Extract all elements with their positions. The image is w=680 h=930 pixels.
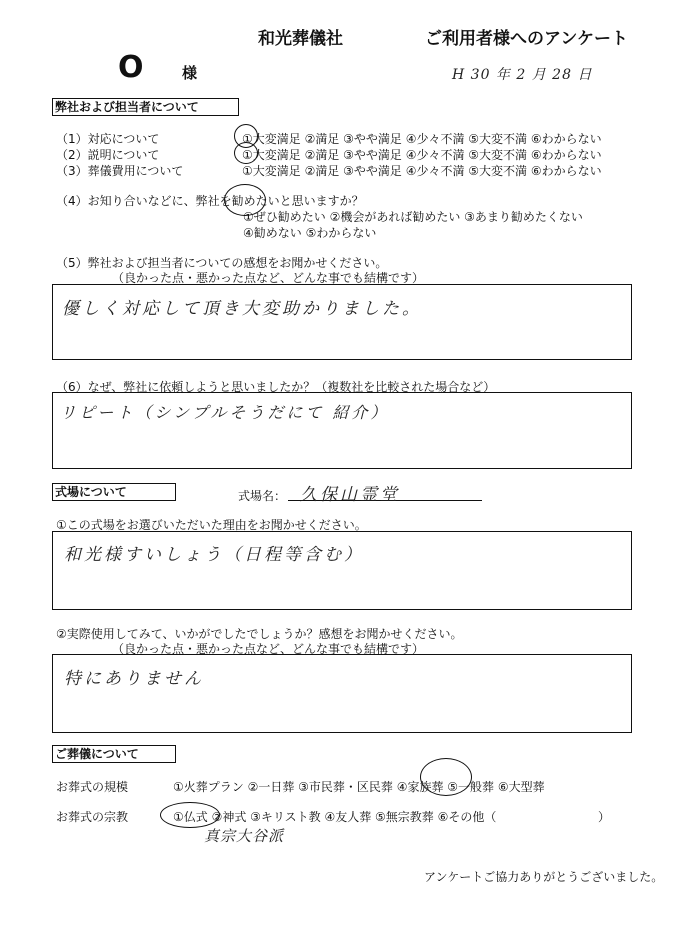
q2-options: ①大変満足 ②満足 ③やや満足 ④少々不満 ⑤大変不満 ⑥わからない — [242, 148, 602, 162]
q4-options-line2: ④勧めない ⑤わからない — [243, 226, 377, 240]
scale-choice-circle — [420, 758, 472, 796]
q5-label: （5）弊社および担当者についての感想をお聞かせください。 — [56, 256, 388, 270]
q3-options: ①大変満足 ②満足 ③やや満足 ④少々不満 ⑤大変不満 ⑥わからない — [242, 164, 602, 178]
thanks-message: アンケートご協力ありがとうございました。 — [424, 870, 664, 884]
religion-note: 真宗大谷派 — [204, 827, 285, 845]
section-heading-venue: 式場について — [52, 483, 176, 501]
survey-title: ご利用者様へのアンケート — [425, 29, 628, 49]
venue-label: 式場名： — [238, 489, 287, 503]
q5-note: （良かった点・悪かった点など、どんな事でも結構です） — [112, 271, 425, 285]
q1-options: ①大変満足 ②満足 ③やや満足 ④少々不満 ⑤大変不満 ⑥わからない — [242, 132, 602, 146]
venue-q2-note: （良かった点・悪かった点など、どんな事でも結構です） — [112, 642, 425, 656]
q6-label: （6）なぜ、弊社に依頼しようと思いましたか？（複数社を比較された場合など） — [56, 380, 496, 394]
venue-q1-answer: 和光様すいしょう（日程等含む） — [64, 545, 364, 565]
q6-answer: リピート（シンプルそうだにて 紹介） — [60, 403, 390, 422]
customer-name: O — [118, 50, 144, 85]
company-name: 和光葬儀社 — [258, 29, 343, 49]
q2-label: （2）説明について — [56, 148, 160, 162]
q4-label: （4）お知り合いなどに、弊社を勧めたいと思いますか？ — [56, 194, 364, 208]
venue-q2-answer: 特にありません — [64, 669, 204, 689]
q4-options-line1: ①ぜひ勧めたい ②機会があれば勧めたい ③あまり勧めたくない — [243, 210, 583, 224]
religion-options: ①仏式 ②神式 ③キリスト教 ④友人葬 ⑤無宗教葬 ⑥その他（ — [173, 810, 497, 824]
scale-label: お葬式の規模 — [56, 780, 129, 794]
q1-label: （1）対応について — [56, 132, 160, 146]
venue-answer: 久保山霊堂 — [300, 485, 400, 505]
venue-q2-label: ②実際使用してみて、いかがでしたでしょうか？感想をお聞かせください。 — [56, 627, 463, 641]
venue-q1-label: ①この式場をお選びいただいた理由をお聞かせください。 — [56, 518, 367, 532]
section-heading-company: 弊社および担当者について — [52, 98, 239, 116]
q3-label: （3）葬儀費用について — [56, 164, 184, 178]
scale-options: ①火葬プラン ②一日葬 ③市民葬・区民葬 ④家族葬 ⑤一般葬 ⑥大型葬 — [173, 780, 545, 794]
religion-close-paren: ） — [598, 810, 611, 824]
q4-choice-circle — [224, 184, 266, 216]
q2-choice-circle — [234, 142, 258, 164]
section-heading-funeral: ご葬儀について — [52, 745, 176, 763]
survey-date: H 30 年 2 月 28 日 — [452, 67, 593, 83]
honorific: 様 — [182, 64, 198, 82]
religion-label: お葬式の宗教 — [56, 810, 129, 824]
q5-answer: 優しく対応して頂き大変助かりました。 — [62, 299, 422, 319]
